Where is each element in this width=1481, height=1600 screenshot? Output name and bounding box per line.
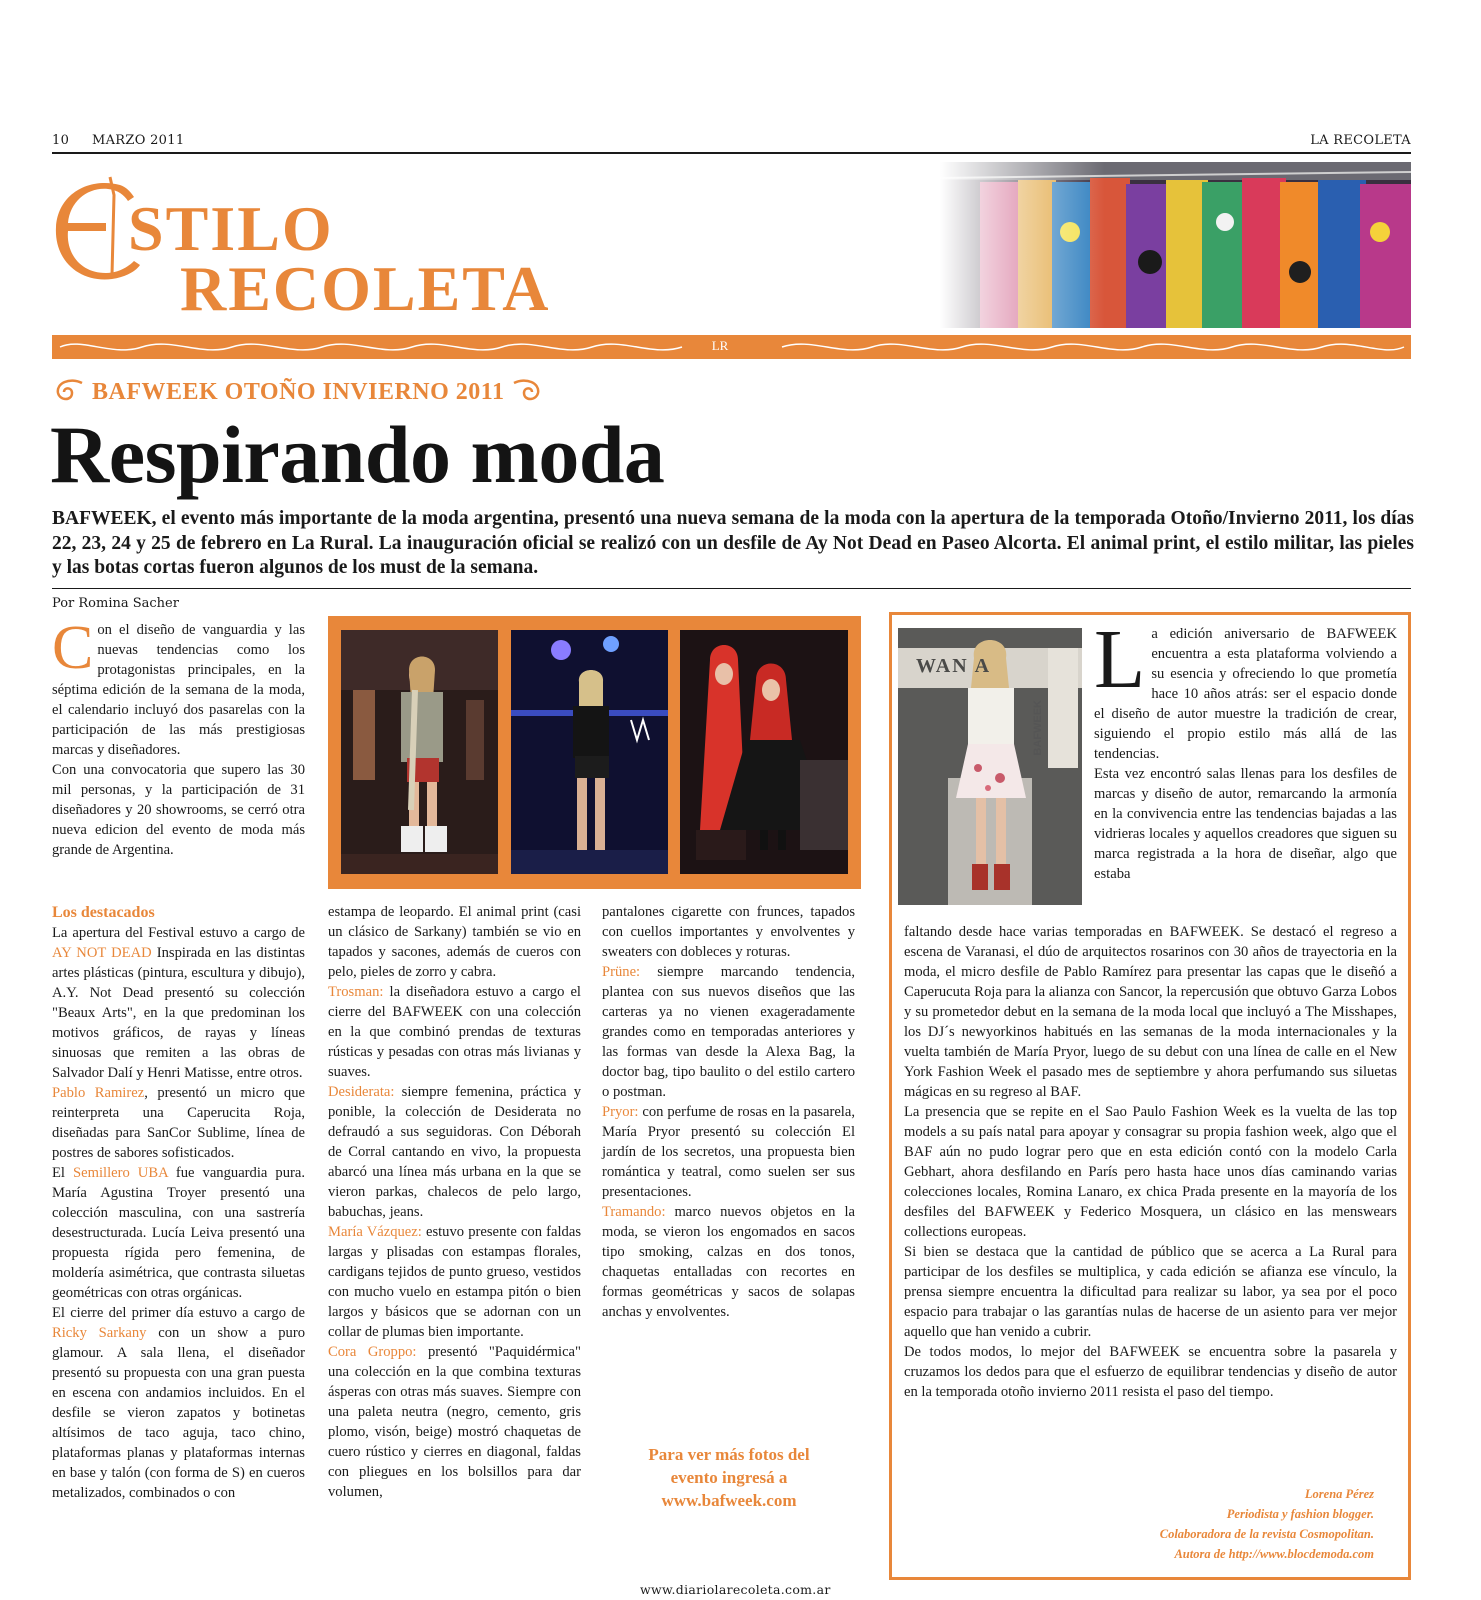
column-1-highlights <box>52 903 305 1503</box>
sarkany-continued: estampa de leopardo. El animal print (casi un clásico de Sarkany) también se vio en tapados y sacones, además de cueros con pelo, pieles de zorro y cabra. <box>328 904 581 980</box>
column-1-intro <box>52 614 305 860</box>
brand-prune: Prüne: <box>602 964 641 980</box>
brand-tramando: Tramando: <box>602 1204 666 1220</box>
kicker-text: BAFWEEK OTOÑO INVIERNO 2011 <box>92 378 505 405</box>
dropcap-l: L <box>1094 613 1146 706</box>
author-blog-link[interactable]: Autora de http://www.blocdemoda.com <box>1174 1547 1374 1561</box>
left-flourish-icon <box>52 377 86 407</box>
ricky-sarkany-paragraph: El cierre del primer día estuvo a cargo de Ricky Sarkany con un show a puro glamour. A sala llena, el diseñador presentó su propuesta con una gran puesta en escena con andamios incluidos. En el desfile se vieron zapatos y botinetas altísimos de taco aguja, taco chino, plataformas planas y plataformas internas en base y talón (con forma de S) en cueros metalizados, combinados o con <box>52 1305 305 1501</box>
brand-pryor: Pryor: <box>602 1104 639 1120</box>
cora-groppo-paragraph: Cora Groppo: presentó "Paquidérmica" una colección en la que combina texturas ásperas con otras más suaves. Siempre con una paleta neutra (negro, cemento, gris plomo, visón, beige) mostró chaquetas de cuero rústico y cierres en diagonal, faldas con pliegues en los bolsillos para dar volumen, <box>328 1344 581 1500</box>
brand-cora-groppo: Cora Groppo: <box>328 1344 417 1360</box>
lead-rule <box>52 588 1411 589</box>
section-title-recoleta: RECOLETA <box>180 253 551 324</box>
runway-backdrop-text: WAN A <box>916 655 992 677</box>
runway-photo-strip <box>328 616 861 889</box>
bafweek-link[interactable]: www.bafweek.com <box>661 1491 797 1510</box>
publication-name: LA RECOLETA <box>1310 133 1411 148</box>
byline: Por Romina Sacher <box>52 596 179 611</box>
brand-ricky-sarkany: Ricky Sarkany <box>52 1325 147 1341</box>
author-name: Lorena Pérez <box>1304 1487 1374 1501</box>
semillero-uba-paragraph: El Semillero UBA fue vanguardia pura. María Agustina Troyer presentó una colección masculina, con una sastrería desestructurada. Lucía Leiva presentó una propuesta rígida pero femenina, de moldería asimétrica, que contrasta siluetas geométricas con otras orgánicas. <box>52 1165 305 1301</box>
runway-photo-red-riding-hood <box>680 630 848 874</box>
cora-groppo-continued: pantalones cigarette con frunces, tapados con cuellos importantes y envolventes y sweaters con dobleces y roturas. <box>602 904 855 960</box>
section-title-stilo: STILO <box>128 193 334 264</box>
runway-banner-text: BAFWEEK <box>1032 700 1044 756</box>
runway-photo-scarf <box>341 630 498 874</box>
sidebar-text-bottom <box>904 922 1397 1402</box>
more-photos-callout: Para ver más fotos del evento ingresá a www.bafweek.com <box>600 1443 858 1512</box>
intro-paragraph: on el diseño de vanguardia y las nuevas tendencias como los protagonistas principales, en la séptima edición de la semana de la moda, el calendario incluyó dos pasarelas con la participación de las más prestigiosas marcas y diseñadores. <box>52 622 305 758</box>
top-models-paragraph: La presencia que se repite en el Sao Paulo Fashion Week es la vuelta de las top models a su país natal para apoyar y consagrar su propia fashion week, algo que el BAF aún no pudo lograr pero que en esta edición contó con la modelo Carla Gebhart, ahora desfilando en París pero hasta hace unos días caminando varias colecciones locales, Romina Lanaro, ex chica Prada presente en la mayoría de los desfiles del BAFWEEK y Federico Mosquera, un clásico en las menswears collections europeas. <box>904 1104 1397 1240</box>
attendance-paragraph: Con una convocatoria que supero las 30 mil personas, y la participación de 31 diseñadores y 20 showrooms, se cerró otra nueva edicion del evento de moda más grande de Argentina. <box>52 762 305 858</box>
press-paragraph: Si bien se destaca que la cantidad de público que se acerca a La Rural para participar de los desfiles se multiplica, y cada edición se afianza ese vínculo, la prensa siempre encuentra la dificultad para realizar su labor, ya sea por el poco espacio para trabajar o las garantías nulas de hacerse de un asiento para ver mejor aquello que han venido a cubrir. <box>904 1244 1397 1340</box>
kicker <box>52 375 544 409</box>
issue-date: MARZO 2011 <box>92 133 185 148</box>
tramando-paragraph: Tramando: marco nuevos objetos en la moda, se vieron los engomados en sacos tipo smoking, calzas en dos tonos, chaquetas entalladas con recortes en formas geométricas y sacos de solapas anchas y envolventes. <box>602 1204 855 1320</box>
footer-url[interactable]: www.diariolarecoleta.com.ar <box>640 1582 831 1597</box>
prune-paragraph: Prüne: siempre marcando tendencia, plantea con sus nuevos diseños que las carteras ya no vienen exageradamente grandes como en temporadas anteriores y las formas van desde la Alexa Bag, la doctor bag, tipo baulito o del estilo cartero o postman. <box>602 964 855 1100</box>
full-rooms-continued: faltando desde hace varias temporadas en BAFWEEK. Se destacó el regreso a escena de Varanasi, el dúo de arquitectos rosarinos con 30 años de trayectoria en la moda, el micro desfile de Pablo Ramírez para presentar las capas que le diseñó a Caperucuta Roja para la alianza con Sancor, la repercusión que obtuvo Garza Lobos y su prometedor debut en la semana de la moda local que incluyó a The Misshapes, los DJ´s newyorkinos habitués en las semanas de la moda internacionales y la vuelta también de María Pryor, luego de su debut con una línea de calle en el New York Fashion Week el pasado mes de septiembre y ahora perfumando sus siluetas mágicas en su regreso al BAF. <box>904 924 1397 1100</box>
author-signature: Lorena Pérez Periodista y fashion blogger. Colaboradora de la revista Cosmopolitan. Autora de http://www.blocdemoda.com <box>1060 1484 1374 1564</box>
sidebar-text-top <box>1094 613 1397 884</box>
anniversary-paragraph: a edición aniversario de BAFWEEK encuentra a esta plataforma volviendo a su esencia y ofreciendo lo que prometía hace 10 años atrás: ser el espacio donde el diseño de autor muestre la tradición de crear, siguiendo el propio estilo más allá de las tendencias. <box>1094 626 1397 762</box>
brand-maria-vazquez: María Vázquez: <box>328 1224 422 1240</box>
maria-vazquez-paragraph: María Vázquez: estuvo presente con faldas largas y plisadas con estampas florales, cardigans tejidos de punto grueso, vestidos con mucho vuelo en estampa pitón o bien largos y básicos que se adornan con un collar de plumas bien importante. <box>328 1224 582 1340</box>
pryor-paragraph: Pryor: con perfume de rosas en la pasarela, María Pryor presentó su colección El jardín de los secretos, una propuesta bien romántica y teatral, como suelen ser sus presentaciones. <box>602 1104 855 1200</box>
closing-paragraph: De todos modos, lo mejor del BAFWEEK se encuentra sobre la pasarela y cruzamos los dedos para que el esfuerzo de equilibrar tendencias y diseño de autor en la temporada otoño invierno 2011 resista el paso del tiempo. <box>904 1344 1397 1400</box>
pablo-ramirez-paragraph: Pablo Ramirez, presentó un micro que reinterpreta una Caperucita Roja, diseñadas para SanCor Sublime, línea de postres de sabores sofisticados. <box>52 1085 305 1161</box>
right-flourish-icon <box>510 377 544 407</box>
column-3 <box>602 902 855 1322</box>
desiderata-paragraph: Desiderata: siempre femenina, práctica y ponible, la colección de Desiderata no defraudó a sus seguidoras. Con Déborah de Corral cantando en vivo, la propuesta abarcó una línea más urbana en la que se vieron parkas, chalecos de pelo largo, babuchas, jeans. <box>328 1084 581 1220</box>
headline: Respirando moda <box>50 409 665 500</box>
column-2 <box>328 902 581 1502</box>
clothing-rack-photo <box>940 162 1411 328</box>
lead-paragraph: BAFWEEK, el evento más importante de la moda argentina, presentó una nueva semana de la moda con la apertura de la temporada Otoño/Invierno 2011, los días 22, 23, 24 y 25 de febrero en La Rural. La inauguración oficial se realizó con un desfile de Ay Not Dead en Paseo Alcorta. El animal print, el estilo militar, las pieles y las botas cortas fueron algunos de los must de la semana. <box>52 508 1414 578</box>
ornament-monogram: LR <box>711 338 729 353</box>
trosman-paragraph: Trosman: la diseñadora estuvo a cargo el cierre del BAFWEEK con una colección en la que combinó prendas de texturas rústicas y pesadas con otras más livianas y suaves. <box>328 984 581 1080</box>
runway-photo-night <box>511 630 668 874</box>
section-heading-destacados: Los destacados <box>52 904 155 921</box>
full-rooms-paragraph: Esta vez encontró salas llenas para los desfiles de marcas y diseño de autor, remarcando la armonía en la convivencia entre las tendencias bajadas a las vidrieras locales y aquellos creadores que siguen su marca registrada a la hora de diseñar, algo que estaba <box>1094 766 1397 882</box>
ay-not-dead-paragraph: La apertura del Festival estuvo a cargo de AY NOT DEAD Inspirada en las distintas artes plásticas (pintura, escultura y dibujo), A.Y. Not Dead presentó su colección "Beaux Arts", en la que predominan los motivos gráficos, de rayas y líneas sinuosas que remiten a las obras de Salvador Dalí y Henri Matisse, entre otros. <box>52 925 305 1081</box>
brand-trosman: Trosman: <box>328 984 384 1000</box>
brand-desiderata: Desiderata: <box>328 1084 395 1100</box>
dropcap-c: C <box>52 614 94 682</box>
header-rule <box>52 152 1411 154</box>
brand-ay-not-dead: AY NOT DEAD <box>52 945 152 961</box>
page-number: 10 <box>52 133 70 148</box>
brand-semillero-uba: Semillero UBA <box>73 1165 168 1181</box>
brand-pablo-ramirez: Pablo Ramirez <box>52 1085 145 1101</box>
